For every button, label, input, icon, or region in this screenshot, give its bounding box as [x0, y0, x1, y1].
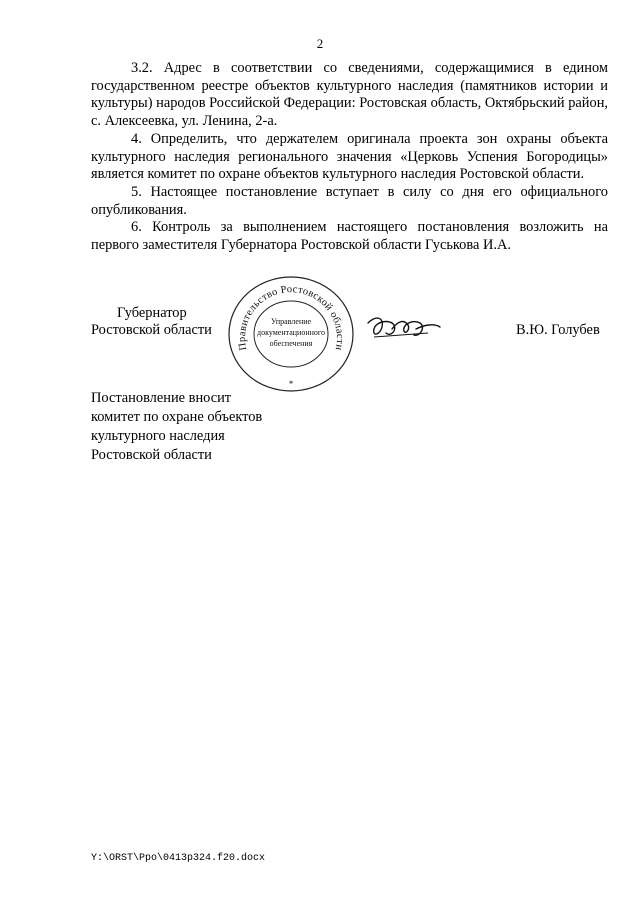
- governor-title: Губернатор: [117, 305, 187, 321]
- seal-inner-line2: документационного: [257, 328, 325, 337]
- paragraph-4: 4. Определить, что держателем оригинала проекта зон охраны объекта культурного наследия регионального значения «Церковь Успения Богородицы» является комитет по охране объектов культурного наследия Ростовской области.: [91, 131, 608, 183]
- page-number: 2: [316, 36, 324, 51]
- seal-inner-line3: обеспечения: [269, 339, 313, 348]
- initiator-block: [91, 389, 262, 465]
- handwritten-signature: [364, 307, 444, 347]
- file-path: Y:\ORST\Ppo\0413p324.f20.docx: [91, 853, 266, 864]
- initiator-line3: культурного наследия: [91, 428, 225, 444]
- governor-region: Ростовской области: [91, 322, 212, 338]
- signer-name: В.Ю. Голубев: [516, 322, 600, 338]
- seal-star: *: [288, 379, 294, 389]
- paragraph-5: 5. Настоящее постановление вступает в силу со дня его официального опубликования.: [91, 184, 608, 218]
- seal-outer-text: Правительство Ростовской области: [236, 284, 346, 352]
- paragraph-3-2: 3.2. Адрес в соответствии со сведениями, содержащимися в едином государственном реестре объектов культурного наследия (памятников истории и культуры) народов Российской Федерации: Ростовская область, Октябрьский район, с. Алексеевка, ул. Ленина, 2-а.: [91, 60, 608, 129]
- seal-inner-line1: Управление: [270, 317, 312, 326]
- official-seal: [226, 275, 356, 397]
- paragraph-6: 6. Контроль за выполнением настоящего постановления возложить на первого заместителя Губернатора Ростовской области Гуськова И.А.: [91, 219, 608, 253]
- initiator-line4: Ростовской области: [91, 447, 212, 463]
- initiator-line2: комитет по охране объектов: [91, 409, 263, 425]
- initiator-line1: Постановление вносит: [91, 390, 232, 406]
